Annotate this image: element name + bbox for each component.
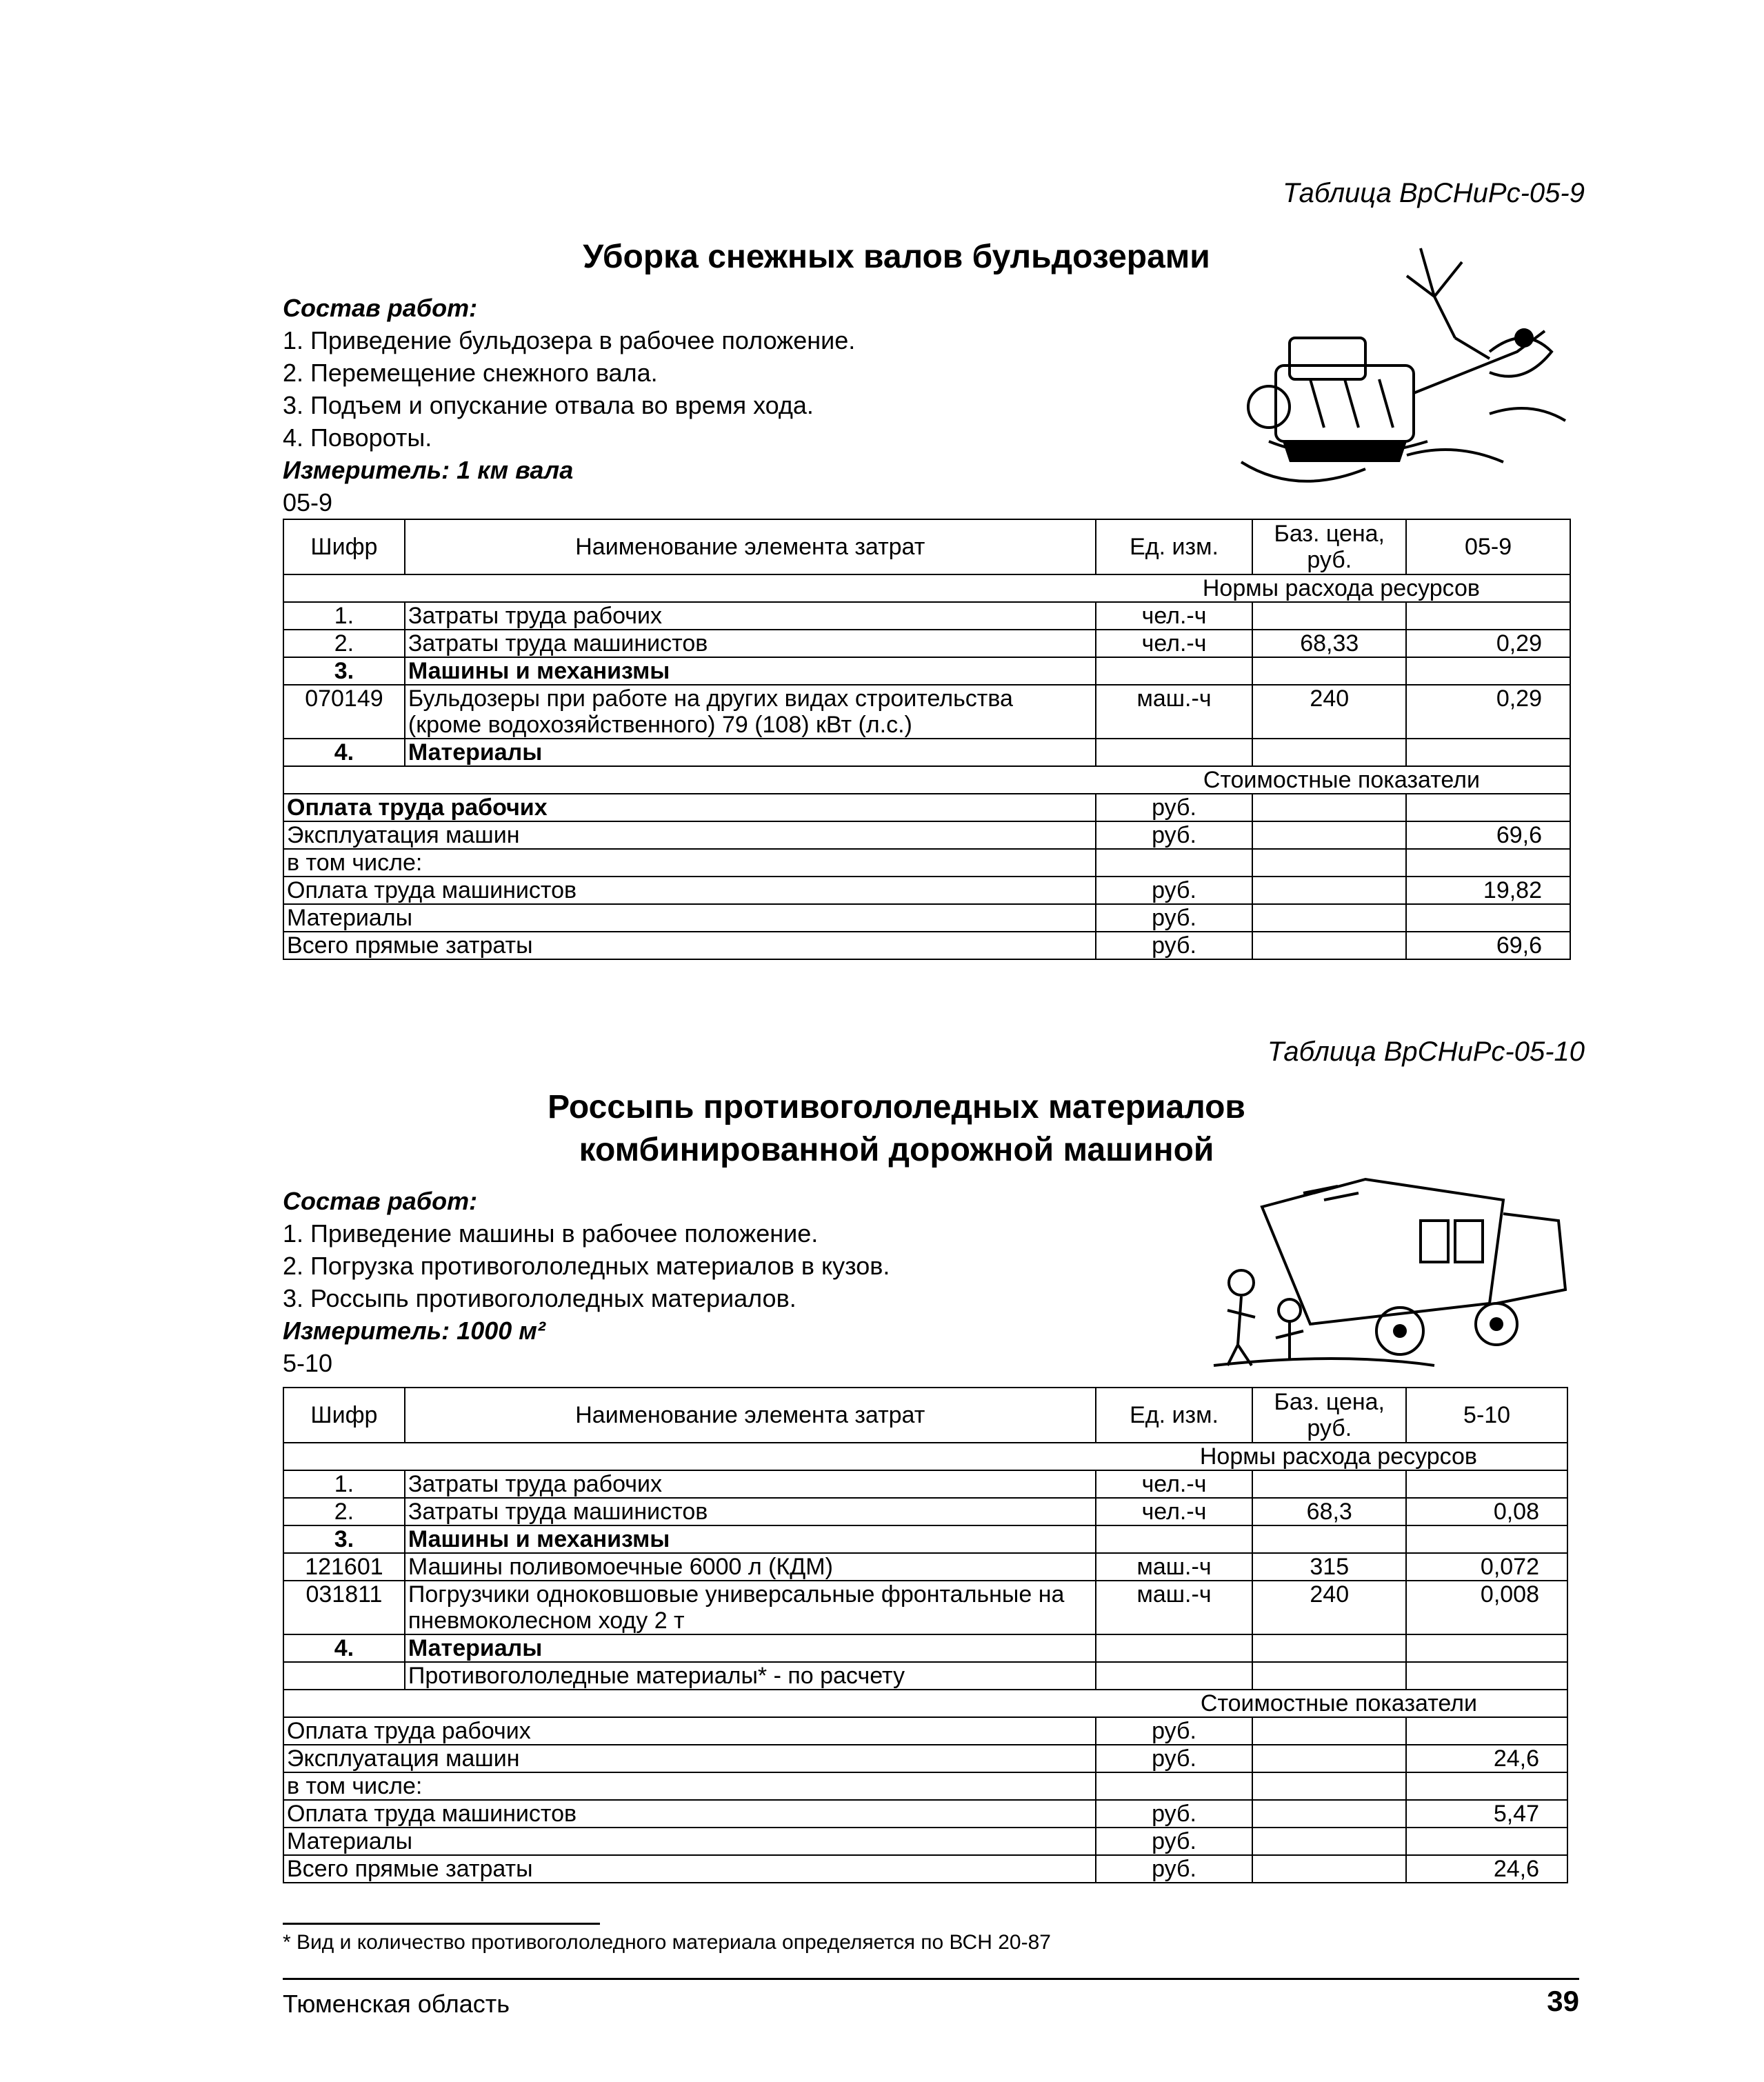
- cell-cipher: 1.: [283, 602, 405, 630]
- cell-price: 315: [1252, 1553, 1406, 1581]
- step: 2. Погрузка противогололедных материалов в кузов.: [283, 1252, 890, 1280]
- page-number: 39: [1547, 1985, 1579, 2017]
- cell-name: Затраты труда машинистов: [405, 630, 1096, 657]
- cell-unit: чел.-ч: [1096, 1498, 1253, 1525]
- header-norm: 05-9: [1406, 519, 1570, 574]
- cell-name: Всего прямые затраты: [283, 1855, 1096, 1883]
- norm-rows: [283, 1470, 1567, 1690]
- table-title: [483, 238, 1310, 276]
- work-composition: [283, 292, 855, 519]
- cell-value: 24,6: [1406, 1855, 1567, 1883]
- cell-price: [1252, 1525, 1406, 1553]
- cell-price: 240: [1252, 685, 1406, 739]
- section-row: [283, 1443, 1567, 1470]
- cell-unit: руб.: [1096, 877, 1253, 904]
- cell-unit: руб.: [1096, 794, 1253, 821]
- cell-value: 0,072: [1406, 1553, 1567, 1581]
- cell-price: [1252, 849, 1406, 877]
- cell-price: 68,33: [1252, 630, 1406, 657]
- cell-value: [1406, 1828, 1567, 1855]
- cell-unit: маш.-ч: [1096, 685, 1253, 739]
- table-row: [283, 602, 1570, 630]
- cell-name: Оплата труда рабочих: [283, 794, 1096, 821]
- header-name: Наименование элемента затрат: [405, 519, 1096, 574]
- cell-unit: [1096, 1772, 1253, 1800]
- cost-table: [283, 1387, 1568, 1883]
- cell-value: [1406, 904, 1570, 932]
- footer-divider: [283, 1978, 1579, 1980]
- cell-name: Оплата труда машинистов: [283, 877, 1096, 904]
- cell-name: Машины и механизмы: [405, 1525, 1096, 1553]
- step: 2. Перемещение снежного вала.: [283, 359, 658, 387]
- cell-name: Бульдозеры при работе на других видах строительства (кроме водохозяйственного) 79 (108) кВт (л.с.): [405, 685, 1096, 739]
- table-label: Таблица ВрСНиРс-05-9: [1283, 178, 1585, 208]
- cell-cipher: 121601: [283, 1553, 405, 1581]
- cell-cipher: 3.: [283, 657, 405, 685]
- cell-value: 0,29: [1406, 630, 1570, 657]
- header-cipher: Шифр: [283, 1388, 405, 1443]
- step: 1. Приведение бульдозера в рабочее положение.: [283, 326, 856, 354]
- cell-cipher: 4.: [283, 739, 405, 766]
- cell-price: [1252, 1634, 1406, 1662]
- section-row: [283, 1690, 1567, 1717]
- cell-unit: руб.: [1096, 904, 1253, 932]
- table-row: [283, 794, 1570, 821]
- cost-section: Стоимостные показатели: [283, 766, 1570, 794]
- cell-name: Материалы: [283, 1828, 1096, 1855]
- cell-name: Затраты труда рабочих: [405, 602, 1096, 630]
- composition-heading: Состав работ:: [283, 294, 478, 322]
- cell-price: [1252, 1662, 1406, 1690]
- meter: Измеритель: 1000 м²: [283, 1317, 545, 1345]
- cell-name: Всего прямые затраты: [283, 932, 1096, 959]
- section-row: [283, 574, 1570, 602]
- table-row: [283, 1855, 1567, 1883]
- table-row: [283, 904, 1570, 932]
- cell-unit: [1096, 739, 1253, 766]
- cell-unit: руб.: [1096, 932, 1253, 959]
- cell-value: [1406, 657, 1570, 685]
- cell-value: 24,6: [1406, 1745, 1567, 1772]
- cell-unit: руб.: [1096, 1745, 1253, 1772]
- cell-name: Материалы: [405, 739, 1096, 766]
- cell-value: [1406, 1662, 1567, 1690]
- cell-name: в том числе:: [283, 1772, 1096, 1800]
- cell-cipher: 070149: [283, 685, 405, 739]
- cell-price: [1252, 739, 1406, 766]
- cell-unit: руб.: [1096, 1717, 1253, 1745]
- step: 1. Приведение машины в рабочее положение.: [283, 1219, 819, 1248]
- cell-unit: чел.-ч: [1096, 602, 1253, 630]
- cost-section: Стоимостные показатели: [283, 1690, 1567, 1717]
- cell-unit: [1096, 1634, 1253, 1662]
- table-row: [283, 849, 1570, 877]
- norm-rows: [283, 602, 1570, 766]
- cell-value: 0,008: [1406, 1581, 1567, 1634]
- header-norm: 5-10: [1406, 1388, 1567, 1443]
- cell-name: Машины и механизмы: [405, 657, 1096, 685]
- table-row: [283, 1634, 1567, 1662]
- cell-unit: руб.: [1096, 1828, 1253, 1855]
- step: 3. Подъем и опускание отвала во время хода.: [283, 391, 814, 419]
- cell-price: [1252, 821, 1406, 849]
- title-line: комбинированной дорожной машиной: [579, 1132, 1214, 1168]
- cell-name: Материалы: [405, 1634, 1096, 1662]
- cell-unit: руб.: [1096, 821, 1253, 849]
- cell-value: [1406, 794, 1570, 821]
- table-row: [283, 657, 1570, 685]
- table-row: [283, 630, 1570, 657]
- meter: Измеритель: 1 км вала: [283, 456, 574, 484]
- header-unit: Ед. изм.: [1096, 519, 1253, 574]
- cell-value: 5,47: [1406, 1800, 1567, 1828]
- cell-value: [1406, 1470, 1567, 1498]
- cell-name: Материалы: [283, 904, 1096, 932]
- cell-price: [1252, 1717, 1406, 1745]
- cell-price: [1252, 1828, 1406, 1855]
- title-line: Уборка снежных валов бульдозерами: [583, 239, 1210, 275]
- table-row: [283, 1498, 1567, 1525]
- cell-value: [1406, 1525, 1567, 1553]
- cost-rows: [283, 794, 1570, 959]
- header-unit: Ед. изм.: [1096, 1388, 1253, 1443]
- table-row: [283, 1470, 1567, 1498]
- section-row: [283, 766, 1570, 794]
- title-line: Россыпь противогололедных материалов: [548, 1089, 1245, 1125]
- cell-price: [1252, 1772, 1406, 1800]
- cell-unit: [1096, 1525, 1253, 1553]
- header-row: [283, 1388, 1567, 1443]
- cell-value: 0,29: [1406, 685, 1570, 739]
- cell-value: 19,82: [1406, 877, 1570, 904]
- table-row: [283, 685, 1570, 739]
- cost-table: [283, 519, 1571, 960]
- table-row: [283, 1525, 1567, 1553]
- cell-unit: чел.-ч: [1096, 630, 1253, 657]
- footnote: * Вид и количество противогололедного материала определяется по ВСН 20-87: [283, 1931, 1051, 1954]
- cell-value: [1406, 1717, 1567, 1745]
- norms-section: Нормы расхода ресурсов: [283, 574, 1570, 602]
- cell-cipher: 2.: [283, 630, 405, 657]
- header-cipher: Шифр: [283, 519, 405, 574]
- cell-price: [1252, 904, 1406, 932]
- bulldozer-illustration: [1227, 234, 1572, 510]
- cell-name: Затраты труда машинистов: [405, 1498, 1096, 1525]
- cell-cipher: 031811: [283, 1581, 405, 1634]
- cell-price: [1252, 1855, 1406, 1883]
- cell-name: Погрузчики одноковшовые универсальные фронтальные на пневмоколесном ходу 2 т: [405, 1581, 1096, 1634]
- table-row: [283, 739, 1570, 766]
- header-name: Наименование элемента затрат: [405, 1388, 1096, 1443]
- cell-price: [1252, 794, 1406, 821]
- cell-value: [1406, 602, 1570, 630]
- cell-price: [1252, 932, 1406, 959]
- cell-price: [1252, 1745, 1406, 1772]
- cell-name: Эксплуатация машин: [283, 821, 1096, 849]
- cell-name: Оплата труда машинистов: [283, 1800, 1096, 1828]
- cell-price: [1252, 1470, 1406, 1498]
- table-row: [283, 1717, 1567, 1745]
- table-row: [283, 1828, 1567, 1855]
- cell-unit: руб.: [1096, 1800, 1253, 1828]
- road-machine-illustration: [1200, 1165, 1572, 1372]
- step: 4. Повороты.: [283, 423, 432, 452]
- cell-cipher: 1.: [283, 1470, 405, 1498]
- cell-price: 68,3: [1252, 1498, 1406, 1525]
- cell-unit: руб.: [1096, 1855, 1253, 1883]
- header-row: [283, 519, 1570, 574]
- table-label: Таблица ВрСНиРс-05-10: [1267, 1037, 1585, 1067]
- table-title: [414, 1086, 1379, 1172]
- cell-name: в том числе:: [283, 849, 1096, 877]
- cell-value: 69,6: [1406, 932, 1570, 959]
- cell-price: [1252, 877, 1406, 904]
- cell-cipher: 2.: [283, 1498, 405, 1525]
- cell-name: Машины поливомоечные 6000 л (КДМ): [405, 1553, 1096, 1581]
- code: 5-10: [283, 1349, 333, 1377]
- cell-unit: [1096, 1662, 1253, 1690]
- cell-unit: чел.-ч: [1096, 1470, 1253, 1498]
- norms-section: Нормы расхода ресурсов: [283, 1443, 1567, 1470]
- table-row: [283, 821, 1570, 849]
- table-row: [283, 877, 1570, 904]
- cell-name: Противогололедные материалы* - по расчету: [405, 1662, 1096, 1690]
- cell-name: Оплата труда рабочих: [283, 1717, 1096, 1745]
- cell-unit: маш.-ч: [1096, 1581, 1253, 1634]
- cell-value: 69,6: [1406, 821, 1570, 849]
- table-row: [283, 1800, 1567, 1828]
- footer-region: Тюменская область: [283, 1990, 510, 2018]
- cell-value: [1406, 739, 1570, 766]
- cell-cipher: 4.: [283, 1634, 405, 1662]
- cell-value: 0,08: [1406, 1498, 1567, 1525]
- footnote-divider: [283, 1923, 600, 1925]
- table-row: [283, 1553, 1567, 1581]
- table-row: [283, 1662, 1567, 1690]
- cell-unit: [1096, 657, 1253, 685]
- cell-price: [1252, 602, 1406, 630]
- cell-unit: маш.-ч: [1096, 1553, 1253, 1581]
- cost-rows: [283, 1717, 1567, 1883]
- table-row: [283, 1745, 1567, 1772]
- step: 3. Россыпь противогололедных материалов.: [283, 1284, 796, 1312]
- code: 05-9: [283, 488, 333, 517]
- cell-value: [1406, 849, 1570, 877]
- work-composition: [283, 1185, 890, 1379]
- header-price: Баз. цена, руб.: [1252, 519, 1406, 574]
- composition-heading: Состав работ:: [283, 1187, 478, 1215]
- cell-value: [1406, 1634, 1567, 1662]
- cell-name: Затраты труда рабочих: [405, 1470, 1096, 1498]
- cell-cipher: [283, 1662, 405, 1690]
- cell-name: Эксплуатация машин: [283, 1745, 1096, 1772]
- table-row: [283, 1772, 1567, 1800]
- table-row: [283, 1581, 1567, 1634]
- cell-unit: [1096, 849, 1253, 877]
- header-price: Баз. цена, руб.: [1252, 1388, 1406, 1443]
- cell-price: 240: [1252, 1581, 1406, 1634]
- cell-price: [1252, 657, 1406, 685]
- cell-value: [1406, 1772, 1567, 1800]
- cell-price: [1252, 1800, 1406, 1828]
- table-row: [283, 932, 1570, 959]
- cell-cipher: 3.: [283, 1525, 405, 1553]
